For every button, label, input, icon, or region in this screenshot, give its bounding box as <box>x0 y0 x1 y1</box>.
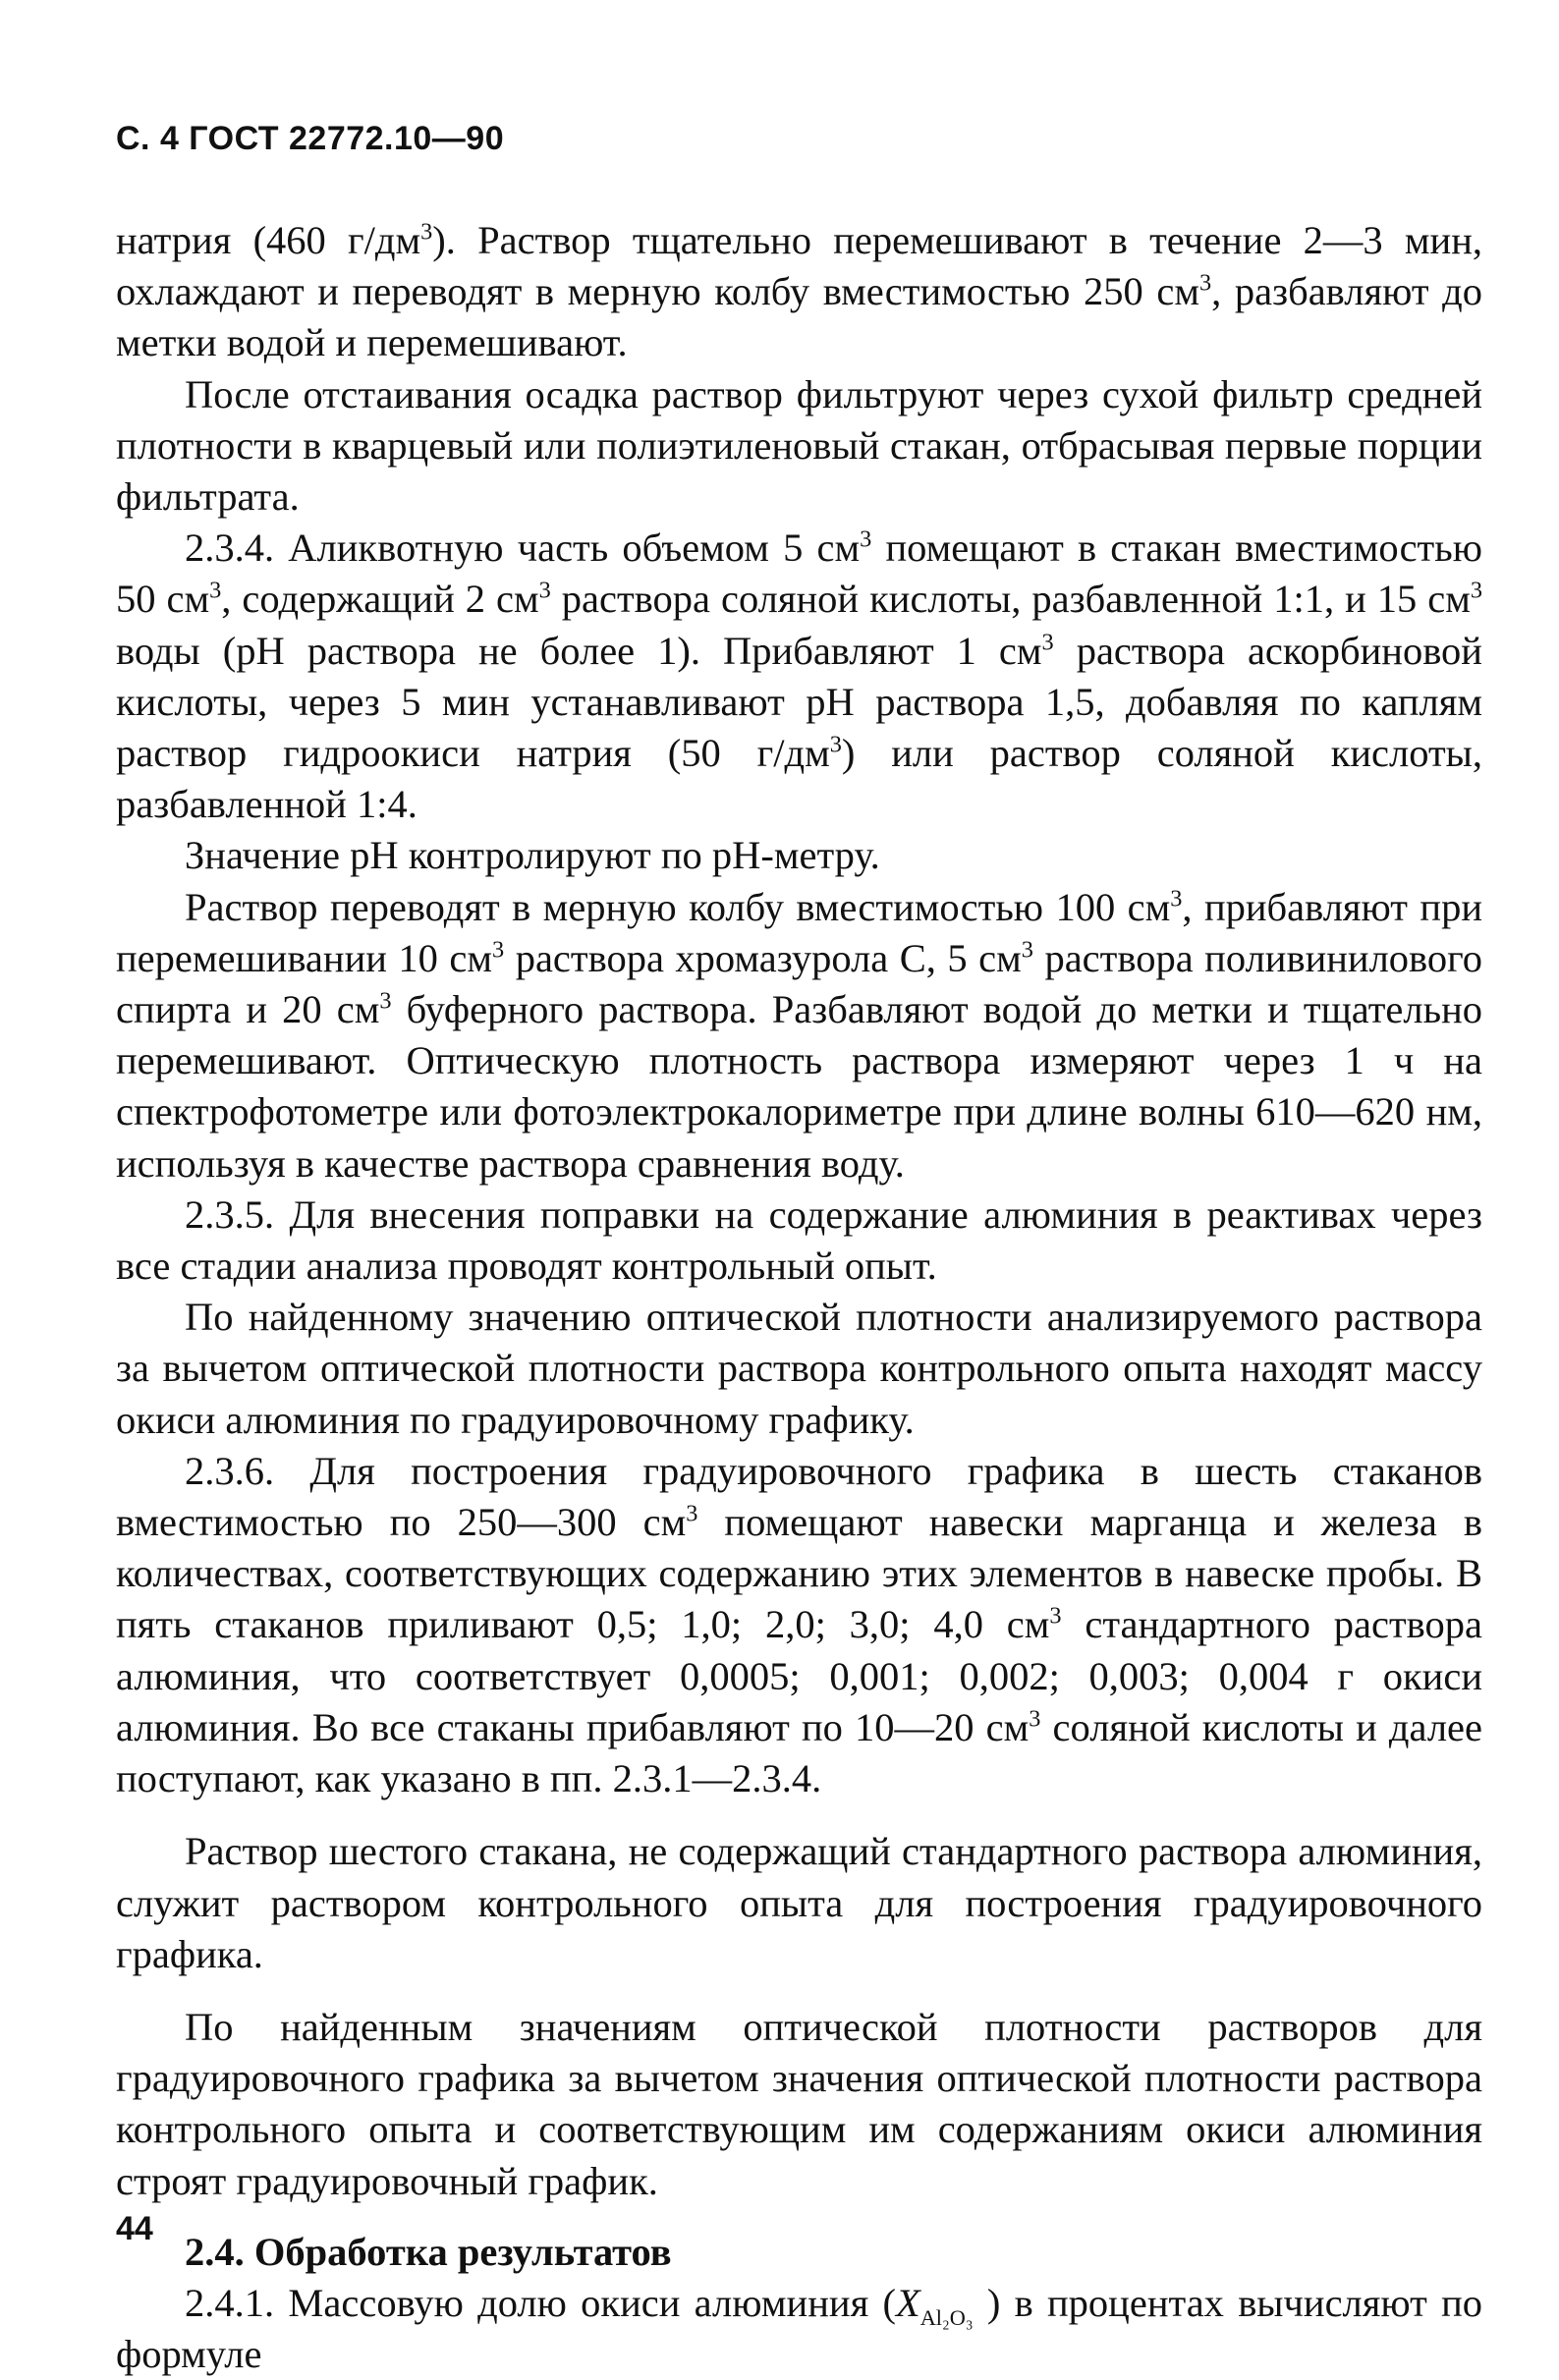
formula-subscript: Al₂O₃ <box>919 2305 974 2331</box>
paragraph-sixth-beaker: Раствор шестого стакана, не содержащий стандартного раствора алюминия, служит раствором контрольного опыта для построения градуировочного графика. <box>116 1829 1482 1976</box>
paragraph-filtration: После отстаивания осадка раствор фильтруют через сухой фильтр средней плотности в кварцевый или полиэтиленовый стакан, отбрасывая первые порции фильтрата. <box>116 371 1482 520</box>
paragraph-ph-control: Значение pH контролируют по pH-метру. <box>185 833 880 878</box>
paragraph-calibration-graph: По найденным значениям оптической плотности растворов для градуировочного графика за вычетом значения оптической плотности раствора контрольного опыта и соответствующим им содержаниям окиси алюминия строят градуировочный график. <box>116 2004 1482 2203</box>
paragraph-2-3-4: 2.3.4. Аликвотную часть объемом 5 $см^3$ помещают в стакан вместимостью 50 $см^3$, содержащий 2 $см^3$ раствора соляной кислоты, разбавленной 1:1, и 15 $см^3$ воды (pH раствора не более 1). Прибавляют 1 $см^3$ раствора аскорбиновой кислоты, через 5 мин устанавливают pH раствора 1,5, добавляя по каплям раствор гидроокиси натрия (50 $г/дм^3$) или раствор соляной кислоты, разбавленной 1:4. <box>116 526 1482 827</box>
section-heading-2-4: 2.4. Обработка результатов <box>185 2229 672 2274</box>
paragraph-2-3-5: 2.3.5. Для внесения поправки на содержание алюминия в реактивах через все стадии анализа проводят контрольный опыт. <box>116 1191 1482 1289</box>
page-header: С. 4 ГОСТ 22772.10—90 <box>116 120 505 157</box>
paragraph-2-4-1: 2.4.1. Массовую долю окиси алюминия ($X_{Al_2O_3}$ ) в процентах вычисляют по формуле <box>116 2280 1482 2377</box>
paragraph-measurement: Раствор переводят в мерную колбу вместимостью 100 $см^3$, прибавляют при перемешивании 10 $см^3$ раствора хромазурола С, 5 $см^3$ раствора поливинилового спирта и 20 $см^3$ буферного раствора. Разбавляют водой до метки и тщательно перемешивают. Оптическую плотность раствора измеряют через 1 ч на спектрофотометре или фотоэлектрокалориметре при длине волны 610—620 нм, используя в качестве раствора сравнения воду. <box>116 884 1483 1186</box>
paragraph-optical-density: По найденному значению оптической плотности анализируемого раствора за вычетом оптической плотности раствора контрольного опыта находят массу окиси алюминия по градуировочному графику. <box>116 1295 1482 1442</box>
page-number: 44 <box>116 2210 153 2247</box>
formula-variable: X <box>895 2280 920 2325</box>
paragraph-2-3-6: 2.3.6. Для построения градуировочного графика в шесть стаканов вместимостью по 250—300 $см^3$ помещают навески марганца и железа в количествах, соответствующих содержанию этих элементов в навеске пробы. В пять стаканов приливают 0,5; 1,0; 2,0; 3,0; 4,0 $см^3$ стандартного раствора алюминия, что соответствует 0,0005; 0,001; 0,002; 0,003; 0,004 г окиси алюминия. Во все стаканы прибавляют по 10—20 $см^3$ соляной кислоты и далее поступают, как указано в пп. 2.3.1—2.3.4. <box>116 1448 1482 1801</box>
document-body <box>116 215 1482 2380</box>
paragraph-continuation: натрия (460 $г/дм^3$). Раствор тщательно перемешивают в течение 2—3 мин, охлаждают и переводят в мерную колбу вместимостью 250 $см^3$, разбавляют до метки водой и перемешивают. <box>116 218 1482 365</box>
